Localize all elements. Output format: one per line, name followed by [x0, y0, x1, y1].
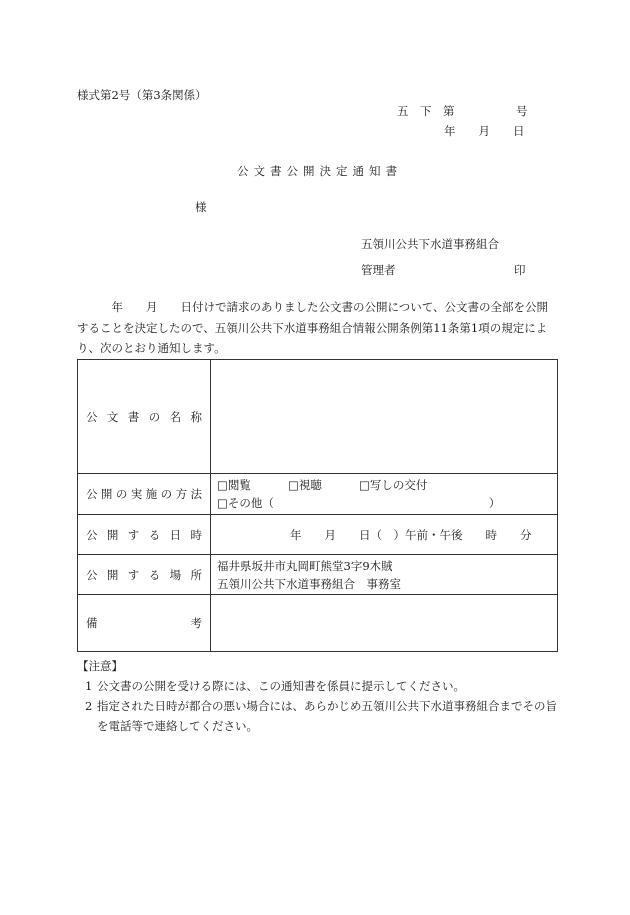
document-title: 公文書公開決定通知書 [237, 164, 402, 178]
label-disclosure-datetime: 公開する日時 [78, 515, 211, 555]
option-other[interactable]: □その他（ [217, 496, 274, 510]
option-other-close: ） [488, 496, 501, 510]
row-disclosure-datetime [78, 515, 558, 555]
row-remarks [78, 595, 558, 652]
label-remarks-left: 備 [86, 616, 98, 630]
value-remarks [211, 595, 558, 652]
issuer-organization: 五領川公共下水道事務組合 [361, 237, 499, 251]
disclosure-table [77, 359, 558, 652]
option-copy[interactable]: □写しの交付 [359, 478, 428, 492]
form-number: 様式第2号（第3条関係） [77, 88, 207, 102]
recipient-honorific: 様 [195, 200, 207, 214]
value-disclosure-place [211, 555, 558, 595]
note-text: 指定された日時が都合の悪い場合には、あらかじめ五領川公共下水道事務組合までその旨を電話等で連絡してください。 [97, 699, 557, 733]
option-viewing[interactable]: □閲覧 [217, 478, 251, 492]
note-number: 1 [85, 679, 93, 693]
label-disclosure-place: 公開する場所 [78, 555, 211, 595]
issue-date: 年 月 日 [444, 124, 525, 138]
label-remarks [78, 595, 211, 652]
value-disclosure-method [211, 474, 558, 515]
body-paragraph [77, 297, 557, 359]
value-disclosure-datetime: 年 月 日（ ）午前・午後 時 分 [211, 515, 558, 555]
reference-number-suffix: 号 [516, 104, 528, 118]
body-paragraph-text: 年 月 日付けで請求のありました公文書の公開について、公文書の全部を公開することを決定したので、五領川公共下水道事務組合情報公開条例第11条第1項の規定により、次のとおり通知します。 [77, 300, 549, 355]
reference-number-prefix: 五 下 第 [397, 104, 455, 118]
note-text: 公文書の公開を受ける際には、この通知書を係員に提示してください。 [97, 679, 465, 693]
issuer-manager-label: 管理者 [361, 263, 396, 277]
label-document-name: 公文書の名称 [78, 360, 211, 474]
note-number: 2 [85, 699, 93, 713]
option-listening[interactable]: □視聴 [288, 478, 322, 492]
label-remarks-right: 考 [190, 616, 202, 630]
row-disclosure-method [78, 474, 558, 515]
issuer-seal: 印 [514, 263, 526, 277]
place-address: 福井県坂井市丸岡町熊堂3字9木賊 [217, 558, 393, 573]
note-item [77, 696, 557, 736]
row-document-name [78, 360, 558, 474]
notes-section [77, 656, 557, 736]
value-document-name [211, 360, 558, 474]
row-disclosure-place [78, 555, 558, 595]
label-disclosure-method: 公開の実施の方法 [78, 474, 211, 515]
note-item [77, 676, 557, 696]
place-office: 五領川公共下水道事務組合 事務室 [217, 576, 401, 591]
notes-heading: 【注意】 [77, 659, 123, 673]
